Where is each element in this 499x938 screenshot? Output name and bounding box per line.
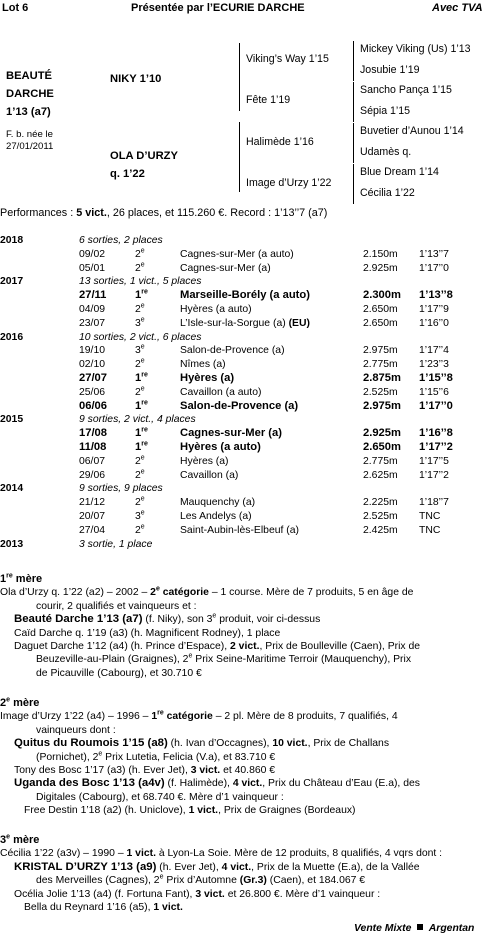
race-date: 27/11 bbox=[79, 289, 107, 302]
race-spacer bbox=[0, 469, 79, 483]
race-date: 29/06 bbox=[79, 469, 106, 481]
race-track bbox=[180, 372, 363, 386]
position-suffix: re bbox=[141, 440, 148, 448]
season-row bbox=[0, 538, 479, 552]
position-number: 1 bbox=[135, 427, 142, 440]
race-date: 23/07 bbox=[79, 317, 106, 329]
race-row bbox=[0, 317, 479, 331]
race-spacer bbox=[0, 248, 79, 262]
race-time: 1’17’’5 bbox=[419, 455, 449, 467]
race-date: 20/07 bbox=[79, 510, 106, 522]
footer-location: Argentan bbox=[428, 923, 475, 934]
race-date: 06/07 bbox=[79, 455, 106, 467]
race-distance: 2.525m bbox=[363, 510, 398, 522]
race-track bbox=[180, 344, 363, 358]
position-number: 2 bbox=[135, 524, 141, 536]
race-spacer bbox=[0, 262, 79, 276]
race-date: 02/10 bbox=[79, 359, 106, 371]
gen3-7: Blue Dream 1’14 bbox=[360, 166, 439, 178]
position-number: 3 bbox=[135, 317, 141, 329]
track-name: Hyères (a) bbox=[180, 455, 229, 467]
season-summary: 3 sortie, 1 place bbox=[79, 538, 153, 550]
performances-wins: 5 vict. bbox=[76, 207, 107, 219]
season-row bbox=[0, 482, 479, 496]
race-track bbox=[180, 303, 363, 317]
gen2-sire-dam: Fête 1’19 bbox=[246, 94, 291, 106]
race-spacer bbox=[0, 289, 79, 303]
race-time: 1’16’’0 bbox=[419, 317, 449, 329]
season-year: 2014 bbox=[0, 483, 24, 495]
gen3-3: Sancho Pança 1’15 bbox=[360, 84, 452, 96]
track-name: Hyères (a) bbox=[180, 371, 235, 384]
gen3-1: Mickey Viking (Us) 1’13 bbox=[360, 43, 471, 55]
race-track bbox=[180, 386, 363, 400]
third-dam-title: 3e mère bbox=[0, 833, 40, 846]
race-time: 1’17’’0 bbox=[419, 399, 453, 412]
track-name: Cagnes-sur-Mer (a) bbox=[180, 427, 282, 440]
position-suffix: re bbox=[141, 426, 148, 434]
race-track bbox=[180, 400, 363, 414]
race-date: 21/12 bbox=[79, 497, 106, 509]
race-date: 19/10 bbox=[79, 345, 106, 357]
race-time: 1’17’’9 bbox=[419, 303, 449, 315]
race-track bbox=[180, 289, 363, 303]
first-dam-intro-cont: courir, 2 qualifiés et vainqueurs et : bbox=[36, 600, 197, 612]
race-distance: 2.650m bbox=[363, 317, 398, 329]
track-name: Cavaillon (a) bbox=[180, 469, 239, 481]
race-position bbox=[135, 455, 180, 469]
season-year: 2013 bbox=[0, 538, 24, 550]
season-summary: 9 sorties, 9 places bbox=[79, 483, 163, 495]
position-suffix: e bbox=[140, 523, 145, 531]
race-distance: 2.975m bbox=[363, 399, 401, 412]
race-spacer bbox=[0, 427, 79, 441]
position-number: 1 bbox=[135, 289, 142, 302]
race-row bbox=[0, 358, 479, 372]
race-time: 1’13’’8 bbox=[419, 289, 453, 302]
race-position bbox=[135, 386, 180, 400]
season-summary: 13 sorties, 1 vict., 5 places bbox=[79, 276, 202, 288]
race-track bbox=[180, 455, 363, 469]
track-name: Hyères (a auto) bbox=[180, 303, 252, 315]
race-distance: 2.150m bbox=[363, 248, 398, 260]
track-name: Mauquenchy (a) bbox=[180, 497, 256, 509]
race-position bbox=[135, 510, 180, 524]
position-suffix: e bbox=[140, 343, 145, 351]
race-spacer bbox=[0, 441, 79, 455]
horse-name-line2: DARCHE bbox=[6, 88, 54, 100]
race-distance: 2.525m bbox=[363, 386, 398, 398]
bracket-g3-3 bbox=[353, 123, 354, 163]
produce-uganda-cont: Digitales (Cabourg), et 68.740 €. Mère d’1 vainqueur : bbox=[36, 791, 284, 803]
race-position bbox=[135, 427, 180, 441]
position-suffix: e bbox=[140, 454, 145, 462]
position-number: 2 bbox=[135, 359, 141, 371]
first-dam-title: 1re mère bbox=[0, 572, 43, 585]
season-year: 2017 bbox=[0, 276, 24, 288]
position-suffix: re bbox=[141, 398, 148, 406]
track-name: Cagnes-sur-Mer (a auto) bbox=[180, 248, 294, 260]
race-row-win bbox=[0, 441, 479, 455]
race-track bbox=[180, 441, 363, 455]
season-summary: 10 sorties, 2 vict., 6 places bbox=[79, 331, 202, 343]
gen2-sire-sire: Viking’s Way 1’15 bbox=[246, 53, 329, 65]
position-number: 1 bbox=[135, 399, 142, 412]
race-distance: 2.650m bbox=[363, 440, 401, 453]
dam-line1: OLA D’URZY bbox=[110, 150, 178, 162]
race-time: 1’17’’4 bbox=[419, 345, 449, 357]
race-row-win bbox=[0, 289, 479, 303]
produce-kristal-cont: des Merveilles (Cagnes), 2e Prix d’Automne (Gr.3) (Caen), et 184.067 € bbox=[36, 873, 366, 887]
performances-details: , 26 places, et 115.260 €. Record : 1’13’’7 (a7) bbox=[106, 207, 328, 219]
presenter: Présentée par l’ECURIE DARCHE bbox=[131, 2, 305, 14]
track-name: Marseille-Borély (a auto) bbox=[180, 289, 310, 302]
gen3-8: Cécilia 1’22 bbox=[360, 187, 415, 199]
produce-uganda: Uganda des Bosc 1’13 (a4v) (f. Halimède), 4 vict., Prix du Château d’Eau (E.a), des bbox=[14, 777, 420, 790]
tva-note: Avec TVA bbox=[432, 2, 483, 14]
race-time: TNC bbox=[419, 524, 441, 536]
race-row bbox=[0, 262, 479, 276]
race-track bbox=[180, 262, 363, 276]
race-date: 04/09 bbox=[79, 303, 106, 315]
race-distance: 2.625m bbox=[363, 469, 398, 481]
season-row bbox=[0, 234, 479, 248]
gen2-dam-sire: Halimède 1’16 bbox=[246, 136, 314, 148]
produce-free-destin: Free Destin 1’18 (a2) (h. Uniclove), 1 vict., Prix de Graignes (Bordeaux) bbox=[24, 805, 356, 817]
bracket-dam bbox=[239, 122, 240, 192]
race-track bbox=[180, 510, 363, 524]
race-row bbox=[0, 303, 479, 317]
horse-birth-line1: F. b. née le bbox=[6, 129, 53, 140]
footer-square-icon bbox=[417, 924, 423, 930]
race-spacer bbox=[0, 303, 79, 317]
performances-summary bbox=[0, 207, 327, 219]
season-year: 2016 bbox=[0, 331, 24, 343]
race-row bbox=[0, 496, 479, 510]
third-dam-intro: Cécilia 1’22 (a3v) – 1990 – 1 vict. à Lyon-La Soie. Mère de 12 produits, 8 qualifiés, 4 vqrs dont : bbox=[0, 848, 443, 860]
race-time: 1’15’’8 bbox=[419, 371, 453, 384]
race-spacer bbox=[0, 358, 79, 372]
produce-tony: Tony des Bosc 1’17 (a3) (h. Ever Jet), 3 vict. et 40.860 € bbox=[14, 765, 276, 777]
position-suffix: e bbox=[140, 302, 145, 310]
race-position bbox=[135, 441, 180, 455]
season-row bbox=[0, 275, 479, 289]
race-row-win bbox=[0, 372, 479, 386]
track-name: Salon-de-Provence (a) bbox=[180, 345, 285, 357]
bracket-g3-1 bbox=[353, 41, 354, 81]
race-track bbox=[180, 524, 363, 538]
race-time: 1’17’’2 bbox=[419, 469, 449, 481]
race-track bbox=[180, 469, 363, 483]
position-suffix: e bbox=[140, 247, 145, 255]
race-position bbox=[135, 358, 180, 372]
position-number: 2 bbox=[135, 469, 141, 481]
race-time: 1’17’’0 bbox=[419, 262, 449, 274]
season-year: 2015 bbox=[0, 414, 24, 426]
race-position bbox=[135, 289, 180, 303]
race-time: 1’15’’6 bbox=[419, 386, 449, 398]
track-name: L’Isle-sur-la-Sorgue (a) bbox=[180, 317, 289, 329]
position-number: 3 bbox=[135, 345, 141, 357]
track-name: Hyères (a auto) bbox=[180, 440, 261, 453]
race-track bbox=[180, 427, 363, 441]
position-number: 1 bbox=[135, 440, 142, 453]
race-spacer bbox=[0, 317, 79, 331]
race-spacer bbox=[0, 524, 79, 538]
position-suffix: e bbox=[140, 357, 145, 365]
dam-line2: q. 1’22 bbox=[110, 168, 145, 180]
race-time: 1’16’’8 bbox=[419, 427, 453, 440]
sire: NIKY 1’10 bbox=[110, 73, 162, 85]
race-row bbox=[0, 386, 479, 400]
produce-quitus: Quitus du Roumois 1’15 (a8) (h. Ivan d’Occagnes), 10 vict., Prix de Challans bbox=[14, 737, 390, 750]
section-first-dam bbox=[0, 573, 497, 680]
race-row bbox=[0, 344, 479, 358]
season-row bbox=[0, 413, 479, 427]
track-name: Cavaillon (a auto) bbox=[180, 386, 262, 398]
race-spacer bbox=[0, 386, 79, 400]
position-number: 2 bbox=[135, 455, 141, 467]
section-third-dam bbox=[0, 834, 497, 914]
race-position bbox=[135, 469, 180, 483]
position-suffix: re bbox=[141, 288, 148, 296]
first-dam-intro: Ola d’Urzy q. 1’22 (a2) – 2002 – 2e catégorie – 1 course. Mère de 7 produits, 5 en âge de bbox=[0, 585, 414, 599]
gen3-5: Buvetier d’Aunou 1’14 bbox=[360, 125, 464, 137]
produce-daguet-darche-cont2: de Picauville (Cabourg), et 30.710 € bbox=[36, 667, 202, 679]
race-row bbox=[0, 248, 479, 262]
track-name: Saint-Aubin-lès-Elbeuf (a) bbox=[180, 524, 299, 536]
produce-bella: Bella du Reynard 1’16 (a5), 1 vict. bbox=[24, 902, 183, 914]
second-dam-title: 2e mère bbox=[0, 696, 40, 709]
race-distance: 2.775m bbox=[363, 359, 398, 371]
bracket-g3-2 bbox=[353, 82, 354, 122]
position-number: 2 bbox=[135, 303, 141, 315]
race-time: TNC bbox=[419, 510, 441, 522]
horse-record: 1’13 (a7) bbox=[6, 106, 51, 118]
second-dam-intro-cont: vainqueurs dont : bbox=[36, 724, 116, 736]
race-row bbox=[0, 524, 479, 538]
race-row-win bbox=[0, 400, 479, 414]
produce-quitus-cont: (Pornichet), 2e Prix Lutetia, Felicia (V.a), et 83.710 € bbox=[36, 750, 276, 763]
track-name: Salon-de-Provence (a) bbox=[180, 399, 299, 412]
race-spacer bbox=[0, 372, 79, 386]
race-position bbox=[135, 496, 180, 510]
position-suffix: e bbox=[140, 495, 145, 503]
horse-birth-line2: 27/01/2011 bbox=[6, 141, 54, 152]
race-row bbox=[0, 455, 479, 469]
race-date: 25/06 bbox=[79, 386, 106, 398]
position-number: 1 bbox=[135, 371, 142, 384]
footer bbox=[354, 923, 474, 934]
section-second-dam bbox=[0, 697, 497, 818]
race-row-win bbox=[0, 427, 479, 441]
race-track bbox=[180, 317, 363, 331]
race-distance: 2.225m bbox=[363, 497, 398, 509]
race-distance: 2.650m bbox=[363, 303, 398, 315]
race-track bbox=[180, 358, 363, 372]
race-distance: 2.875m bbox=[363, 371, 401, 384]
race-time: 1’13’’7 bbox=[419, 248, 449, 260]
position-suffix: e bbox=[140, 385, 145, 393]
race-position bbox=[135, 372, 180, 386]
race-distance: 2.925m bbox=[363, 427, 401, 440]
position-number: 3 bbox=[135, 510, 141, 522]
bracket-sire bbox=[239, 43, 240, 111]
performances-label: Performances : bbox=[0, 207, 77, 219]
race-distance: 2.925m bbox=[363, 262, 398, 274]
race-date: 27/07 bbox=[79, 371, 107, 384]
race-date: 06/06 bbox=[79, 399, 107, 412]
season-summary: 6 sorties, 2 places bbox=[79, 235, 163, 246]
produce-daguet-darche: Daguet Darche 1’12 (a4) (h. Prince d’Espace), 2 vict., Prix de Boulleville (Caen), Prix de bbox=[14, 641, 421, 653]
position-number: 2 bbox=[135, 497, 141, 509]
race-history-table bbox=[0, 234, 479, 551]
race-spacer bbox=[0, 344, 79, 358]
race-time: 1’17’’2 bbox=[419, 440, 453, 453]
race-track bbox=[180, 496, 363, 510]
race-date: 27/04 bbox=[79, 524, 106, 536]
race-spacer bbox=[0, 510, 79, 524]
race-distance: 2.425m bbox=[363, 524, 398, 536]
race-position bbox=[135, 317, 180, 331]
position-suffix: e bbox=[140, 316, 145, 324]
race-track bbox=[180, 248, 363, 262]
race-row bbox=[0, 510, 479, 524]
race-position bbox=[135, 303, 180, 317]
position-number: 2 bbox=[135, 248, 141, 260]
position-suffix: re bbox=[141, 371, 148, 379]
season-summary: 9 sorties, 2 vict., 4 places bbox=[79, 414, 196, 426]
race-position bbox=[135, 524, 180, 538]
horse-name-line1: BEAUTÉ bbox=[6, 70, 52, 82]
race-distance: 2.775m bbox=[363, 455, 398, 467]
race-date: 05/01 bbox=[79, 262, 106, 274]
season-row bbox=[0, 331, 479, 345]
position-number: 2 bbox=[135, 262, 141, 274]
race-distance: 2.300m bbox=[363, 289, 401, 302]
season-year: 2018 bbox=[0, 235, 24, 246]
race-time: 1’23’’3 bbox=[419, 359, 449, 371]
produce-ocelia: Océlia Jolie 1’13 (a4) (f. Fortuna Fant), 3 vict. et 26.800 €. Mère d’1 vainqueur : bbox=[14, 888, 381, 900]
produce-kristal: KRISTAL D’URZY 1’13 (a9) (h. Ever Jet), 4 vict., Prix de la Muette (E.a), de la Vallée bbox=[14, 860, 420, 873]
gen2-dam-dam: Image d’Urzy 1’22 bbox=[246, 177, 332, 189]
position-suffix: e bbox=[140, 468, 145, 476]
race-spacer bbox=[0, 455, 79, 469]
gen3-4: Sépia 1’15 bbox=[360, 105, 411, 117]
race-distance: 2.975m bbox=[363, 345, 398, 357]
produce-caid-darche: Caïd Darche q. 1’19 (a3) (h. Magnificent Rodney), 1 place bbox=[14, 627, 281, 639]
race-position bbox=[135, 344, 180, 358]
track-name: Nîmes (a) bbox=[180, 359, 226, 371]
lot-number: Lot 6 bbox=[2, 2, 29, 14]
position-suffix: e bbox=[140, 509, 145, 517]
race-date: 17/08 bbox=[79, 427, 107, 440]
race-position bbox=[135, 248, 180, 262]
race-row bbox=[0, 469, 479, 483]
gen3-2: Josubie 1’19 bbox=[360, 64, 420, 76]
track-name: Cagnes-sur-Mer (a) bbox=[180, 262, 271, 274]
position-suffix: e bbox=[140, 261, 145, 269]
race-spacer bbox=[0, 496, 79, 510]
second-dam-intro: Image d’Urzy 1’22 (a4) – 1996 – 1re catégorie – 2 pl. Mère de 8 produits, 7 qualifiés, 4 bbox=[0, 709, 398, 723]
race-position bbox=[135, 262, 180, 276]
bracket-g3-4 bbox=[353, 164, 354, 204]
track-name: Les Andelys (a) bbox=[180, 510, 252, 522]
gen3-6: Udamès q. bbox=[360, 146, 412, 158]
race-date: 09/02 bbox=[79, 248, 106, 260]
track-tag: (EU) bbox=[288, 317, 310, 329]
position-number: 2 bbox=[135, 386, 141, 398]
footer-sale-name: Vente Mixte bbox=[354, 923, 412, 934]
race-time: 1’18’’7 bbox=[419, 497, 449, 509]
race-spacer bbox=[0, 400, 79, 414]
produce-daguet-darche-cont1: Beuzeville-au-Plain (Graignes), 2e Prix Seine-Maritime Terroir (Mauquenchy), Prix bbox=[36, 652, 412, 666]
race-position bbox=[135, 400, 180, 414]
race-date: 11/08 bbox=[79, 440, 107, 453]
produce-beaute-darche: Beauté Darche 1’13 (a7) (f. Niky), son 3e produit, voir ci-dessus bbox=[14, 612, 321, 626]
